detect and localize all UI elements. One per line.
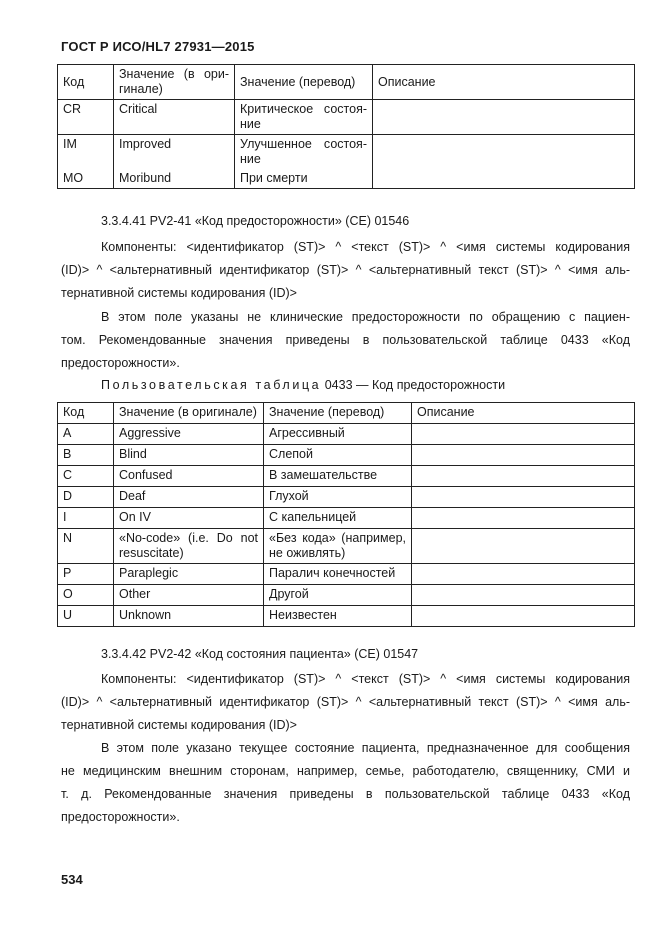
description-paragraph-42 xyxy=(61,737,630,829)
column-header-translation: Значение (перевод) xyxy=(235,65,373,100)
header-line: гинале) xyxy=(119,82,163,96)
text-line: В этом поле указано текущее состояние пациента, предназначенное для сообщения xyxy=(101,741,630,755)
cell-original: Critical xyxy=(114,100,235,135)
cell-translation: В замешательстве xyxy=(264,466,412,487)
cell-original: Confused xyxy=(114,466,264,487)
cell-translation: Другой xyxy=(264,585,412,606)
cell-code: C xyxy=(58,466,114,487)
page-number: 534 xyxy=(61,872,83,887)
cell-code: P xyxy=(58,564,114,585)
cell-translation: Глухой xyxy=(264,487,412,508)
column-header-translation: Значение (перевод) xyxy=(264,403,412,424)
cell-code: N xyxy=(58,529,114,564)
cell-translation: С капельницей xyxy=(264,508,412,529)
text-line: (ID)> ^ <альтернативный идентификатор (ST)> ^ <альтернативный текст (ST)> ^ <имя аль- xyxy=(61,695,630,709)
cell-line: Улучшенное состоя- xyxy=(240,137,367,151)
text-line: (ID)> ^ <альтернативный идентификатор (ST)> ^ <альтернативный текст (ST)> ^ <имя аль- xyxy=(61,263,630,277)
cell-code: CR xyxy=(58,100,114,135)
text-line: не медицинским внешним сторонам, например, семье, работодателю, священнику, СМИ и xyxy=(61,764,630,778)
section-heading-42: 3.3.4.42 PV2-42 «Код состояния пациента» (CE) 01547 xyxy=(101,647,419,661)
cell-description xyxy=(412,424,635,445)
cell-translation: Неизвестен xyxy=(264,606,412,627)
cell-original: Other xyxy=(114,585,264,606)
cell-original: Paraplegic xyxy=(114,564,264,585)
components-paragraph-42 xyxy=(61,668,630,737)
table-caption-label: Пользовательская таблица xyxy=(101,378,322,392)
table-header-row xyxy=(58,403,635,424)
text-line: т. д. Рекомендованные значения приведены в пользовательской таблице 0433 «Код xyxy=(61,787,630,801)
cell-description xyxy=(373,100,635,135)
column-header-description: Описание xyxy=(412,403,635,424)
cell-description xyxy=(412,487,635,508)
table-row xyxy=(58,445,635,466)
column-header-code: Код xyxy=(58,65,114,100)
section-heading-41: 3.3.4.41 PV2-41 «Код предосторожности» (CE) 01546 xyxy=(101,214,410,228)
text-line: том. Рекомендованные значения приведены в пользовательской таблице 0433 «Код xyxy=(61,333,630,347)
table-header-row xyxy=(58,65,635,100)
table-row xyxy=(58,424,635,445)
cell-original: Aggressive xyxy=(114,424,264,445)
cell-code: D xyxy=(58,487,114,508)
cell-original: On IV xyxy=(114,508,264,529)
document-title: ГОСТ Р ИСО/HL7 27931—2015 xyxy=(61,39,255,54)
table-caption-title: 0433 — Код предосторожности xyxy=(324,378,506,392)
cell-code: MO xyxy=(58,169,114,189)
header-line: Значение (в ори- xyxy=(119,67,229,81)
cell-translation: Слепой xyxy=(264,445,412,466)
cell-translation: Агрессивный xyxy=(264,424,412,445)
cell-original: Unknown xyxy=(114,606,264,627)
table-row xyxy=(58,585,635,606)
column-header-original: Значение (в оригинале) xyxy=(114,403,264,424)
cell-line: resuscitate) xyxy=(119,546,184,560)
cell-translation: Паралич конечностей xyxy=(264,564,412,585)
table-row xyxy=(58,100,635,135)
cell-code: A xyxy=(58,424,114,445)
cell-line: не оживлять) xyxy=(269,546,346,560)
cell-translation xyxy=(264,529,412,564)
cell-description xyxy=(412,564,635,585)
cell-code: IM xyxy=(58,135,114,170)
cell-translation: При смерти xyxy=(235,169,373,189)
status-code-table-continuation xyxy=(57,64,635,189)
cell-original: Blind xyxy=(114,445,264,466)
cell-original: Deaf xyxy=(114,487,264,508)
cell-description xyxy=(412,445,635,466)
text-line: В этом поле указаны не клинические предосторожности по обращению с пациен- xyxy=(101,310,630,324)
cell-code: U xyxy=(58,606,114,627)
cell-translation xyxy=(235,100,373,135)
table-row xyxy=(58,135,635,170)
text-line: Компоненты: <идентификатор (ST)> ^ <текст (ST)> ^ <имя системы кодирования xyxy=(101,672,630,686)
text-line: тернативной системы кодирования (ID)> xyxy=(61,286,297,300)
table-row xyxy=(58,606,635,627)
precaution-code-table xyxy=(57,402,635,627)
table-row xyxy=(58,564,635,585)
cell-description xyxy=(412,466,635,487)
cell-description xyxy=(412,529,635,564)
table-row xyxy=(58,466,635,487)
cell-description xyxy=(373,135,635,170)
cell-code: I xyxy=(58,508,114,529)
text-line: предосторожности». xyxy=(61,356,180,370)
cell-code: B xyxy=(58,445,114,466)
table-caption xyxy=(101,378,505,392)
column-header-code: Код xyxy=(58,403,114,424)
cell-line: ние xyxy=(240,117,261,131)
text-line: Компоненты: <идентификатор (ST)> ^ <текст (ST)> ^ <имя системы кодирования xyxy=(101,240,630,254)
cell-original xyxy=(114,529,264,564)
cell-line: «Без кода» (например, xyxy=(269,531,406,545)
cell-line: ние xyxy=(240,152,261,166)
cell-line: Критическое состоя- xyxy=(240,102,367,116)
components-paragraph-41 xyxy=(61,236,630,305)
cell-original: Moribund xyxy=(114,169,235,189)
cell-translation xyxy=(235,135,373,170)
cell-description xyxy=(412,585,635,606)
table-row xyxy=(58,529,635,564)
cell-original: Improved xyxy=(114,135,235,170)
cell-description xyxy=(412,508,635,529)
table-row xyxy=(58,487,635,508)
text-line: предосторожности». xyxy=(61,810,180,824)
cell-code: O xyxy=(58,585,114,606)
cell-description xyxy=(373,169,635,189)
column-header-description: Описание xyxy=(373,65,635,100)
cell-line: «No-code» (i.e. Do not xyxy=(119,531,258,545)
description-paragraph-41 xyxy=(61,306,630,375)
cell-description xyxy=(412,606,635,627)
column-header-original xyxy=(114,65,235,100)
text-line: тернативной системы кодирования (ID)> xyxy=(61,718,297,732)
table-row xyxy=(58,169,635,189)
table-row xyxy=(58,508,635,529)
